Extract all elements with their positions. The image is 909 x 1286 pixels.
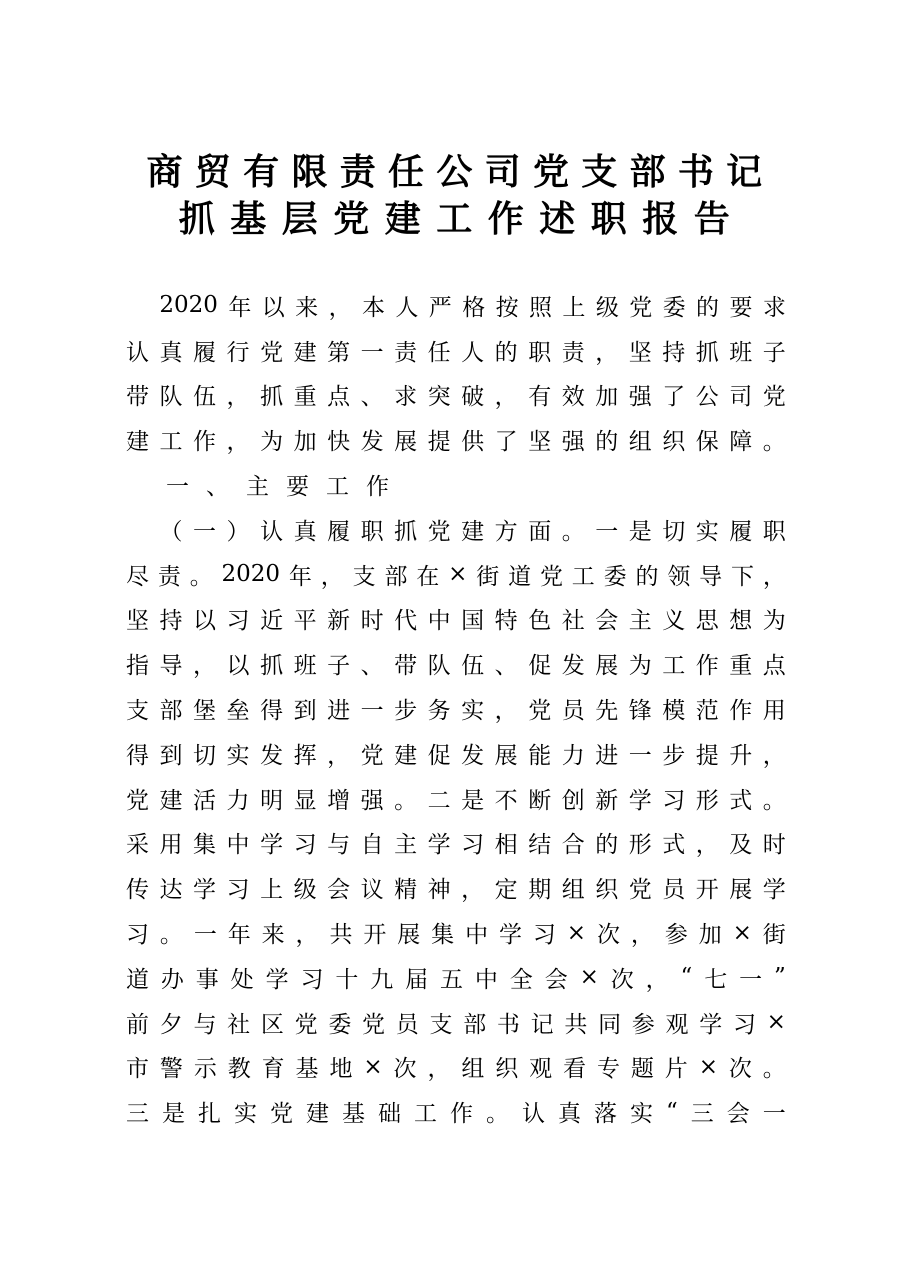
body-line: 得 到 切 实 发 挥 ， 党 建 促 发 展 能 力 进 一 步 提 升 ， — [126, 742, 786, 769]
body-line: 认 真 履 行 党 建 第 一 责 任 人 的 职 责 ， 坚 持 抓 班 子 — [126, 339, 786, 366]
body-line: 市 警 示 教 育 基 地 × 次 ， 组 织 观 看 专 题 片 × 次 。 — [126, 1053, 786, 1083]
body-line: 传 达 学 习 上 级 会 议 精 神 ， 定 期 组 织 党 员 开 展 学 — [126, 877, 786, 904]
body-line: 指 导 ， 以 抓 班 子 、 带 队 伍 、 促 发 展 为 工 作 重 点 — [126, 653, 786, 680]
body-line: 前 夕 与 社 区 党 委 党 员 支 部 书 记 共 同 参 观 学 习 × — [126, 1009, 786, 1038]
body-line: 采 用 集 中 学 习 与 自 主 学 习 相 结 合 的 形 式 ， 及 时 — [126, 832, 786, 859]
body-line: 习 。 一 年 来 ， 共 开 展 集 中 学 习 × 次 ， 参 加 × 街 — [126, 919, 786, 949]
body-line: （ 一 ） 认 真 履 职 抓 党 建 方 面 。 一 是 切 实 履 职 — [159, 518, 786, 545]
document-body — [126, 283, 786, 1134]
body-line: 三 是 扎 实 党 建 基 础 工 作 。 认 真 落 实 “ 三 会 一 — [126, 1098, 786, 1128]
body-line: 道 办 事 处 学 习 十 九 届 五 中 全 会 × 次 ， “ 七 一 ” — [126, 964, 786, 993]
body-line: 支 部 堡 垒 得 到 进 一 步 务 实 ， 党 员 先 锋 模 范 作 用 — [126, 698, 786, 725]
body-line: 一 、 主 要 工 作 — [166, 474, 389, 501]
document-title-line-1: 商贸有限责任公司党支部书记 — [146, 152, 775, 193]
body-line: 坚 持 以 习 近 平 新 时 代 中 国 特 色 社 会 主 义 思 想 为 — [126, 608, 786, 635]
body-line: 建 工 作 ， 为 加 快 发 展 提 供 了 坚 强 的 组 织 保 障 。 — [126, 429, 786, 456]
body-line: 带 队 伍 ， 抓 重 点 、 求 突 破 ， 有 效 加 强 了 公 司 党 — [126, 384, 786, 411]
body-line: 党 建 活 力 明 显 增 强 。 二 是 不 断 创 新 学 习 形 式 。 — [126, 787, 786, 814]
body-line: 尽 责 。 2020 年 ， 支 部 在 × 街 道 党 工 委 的 领 导 下 ， — [126, 561, 786, 590]
document-title-line-2: 抓基层党建工作述职报告 — [178, 199, 746, 240]
body-line: 2020 年 以 来 ， 本 人 严 格 按 照 上 级 党 委 的 要 求 — [159, 292, 786, 321]
